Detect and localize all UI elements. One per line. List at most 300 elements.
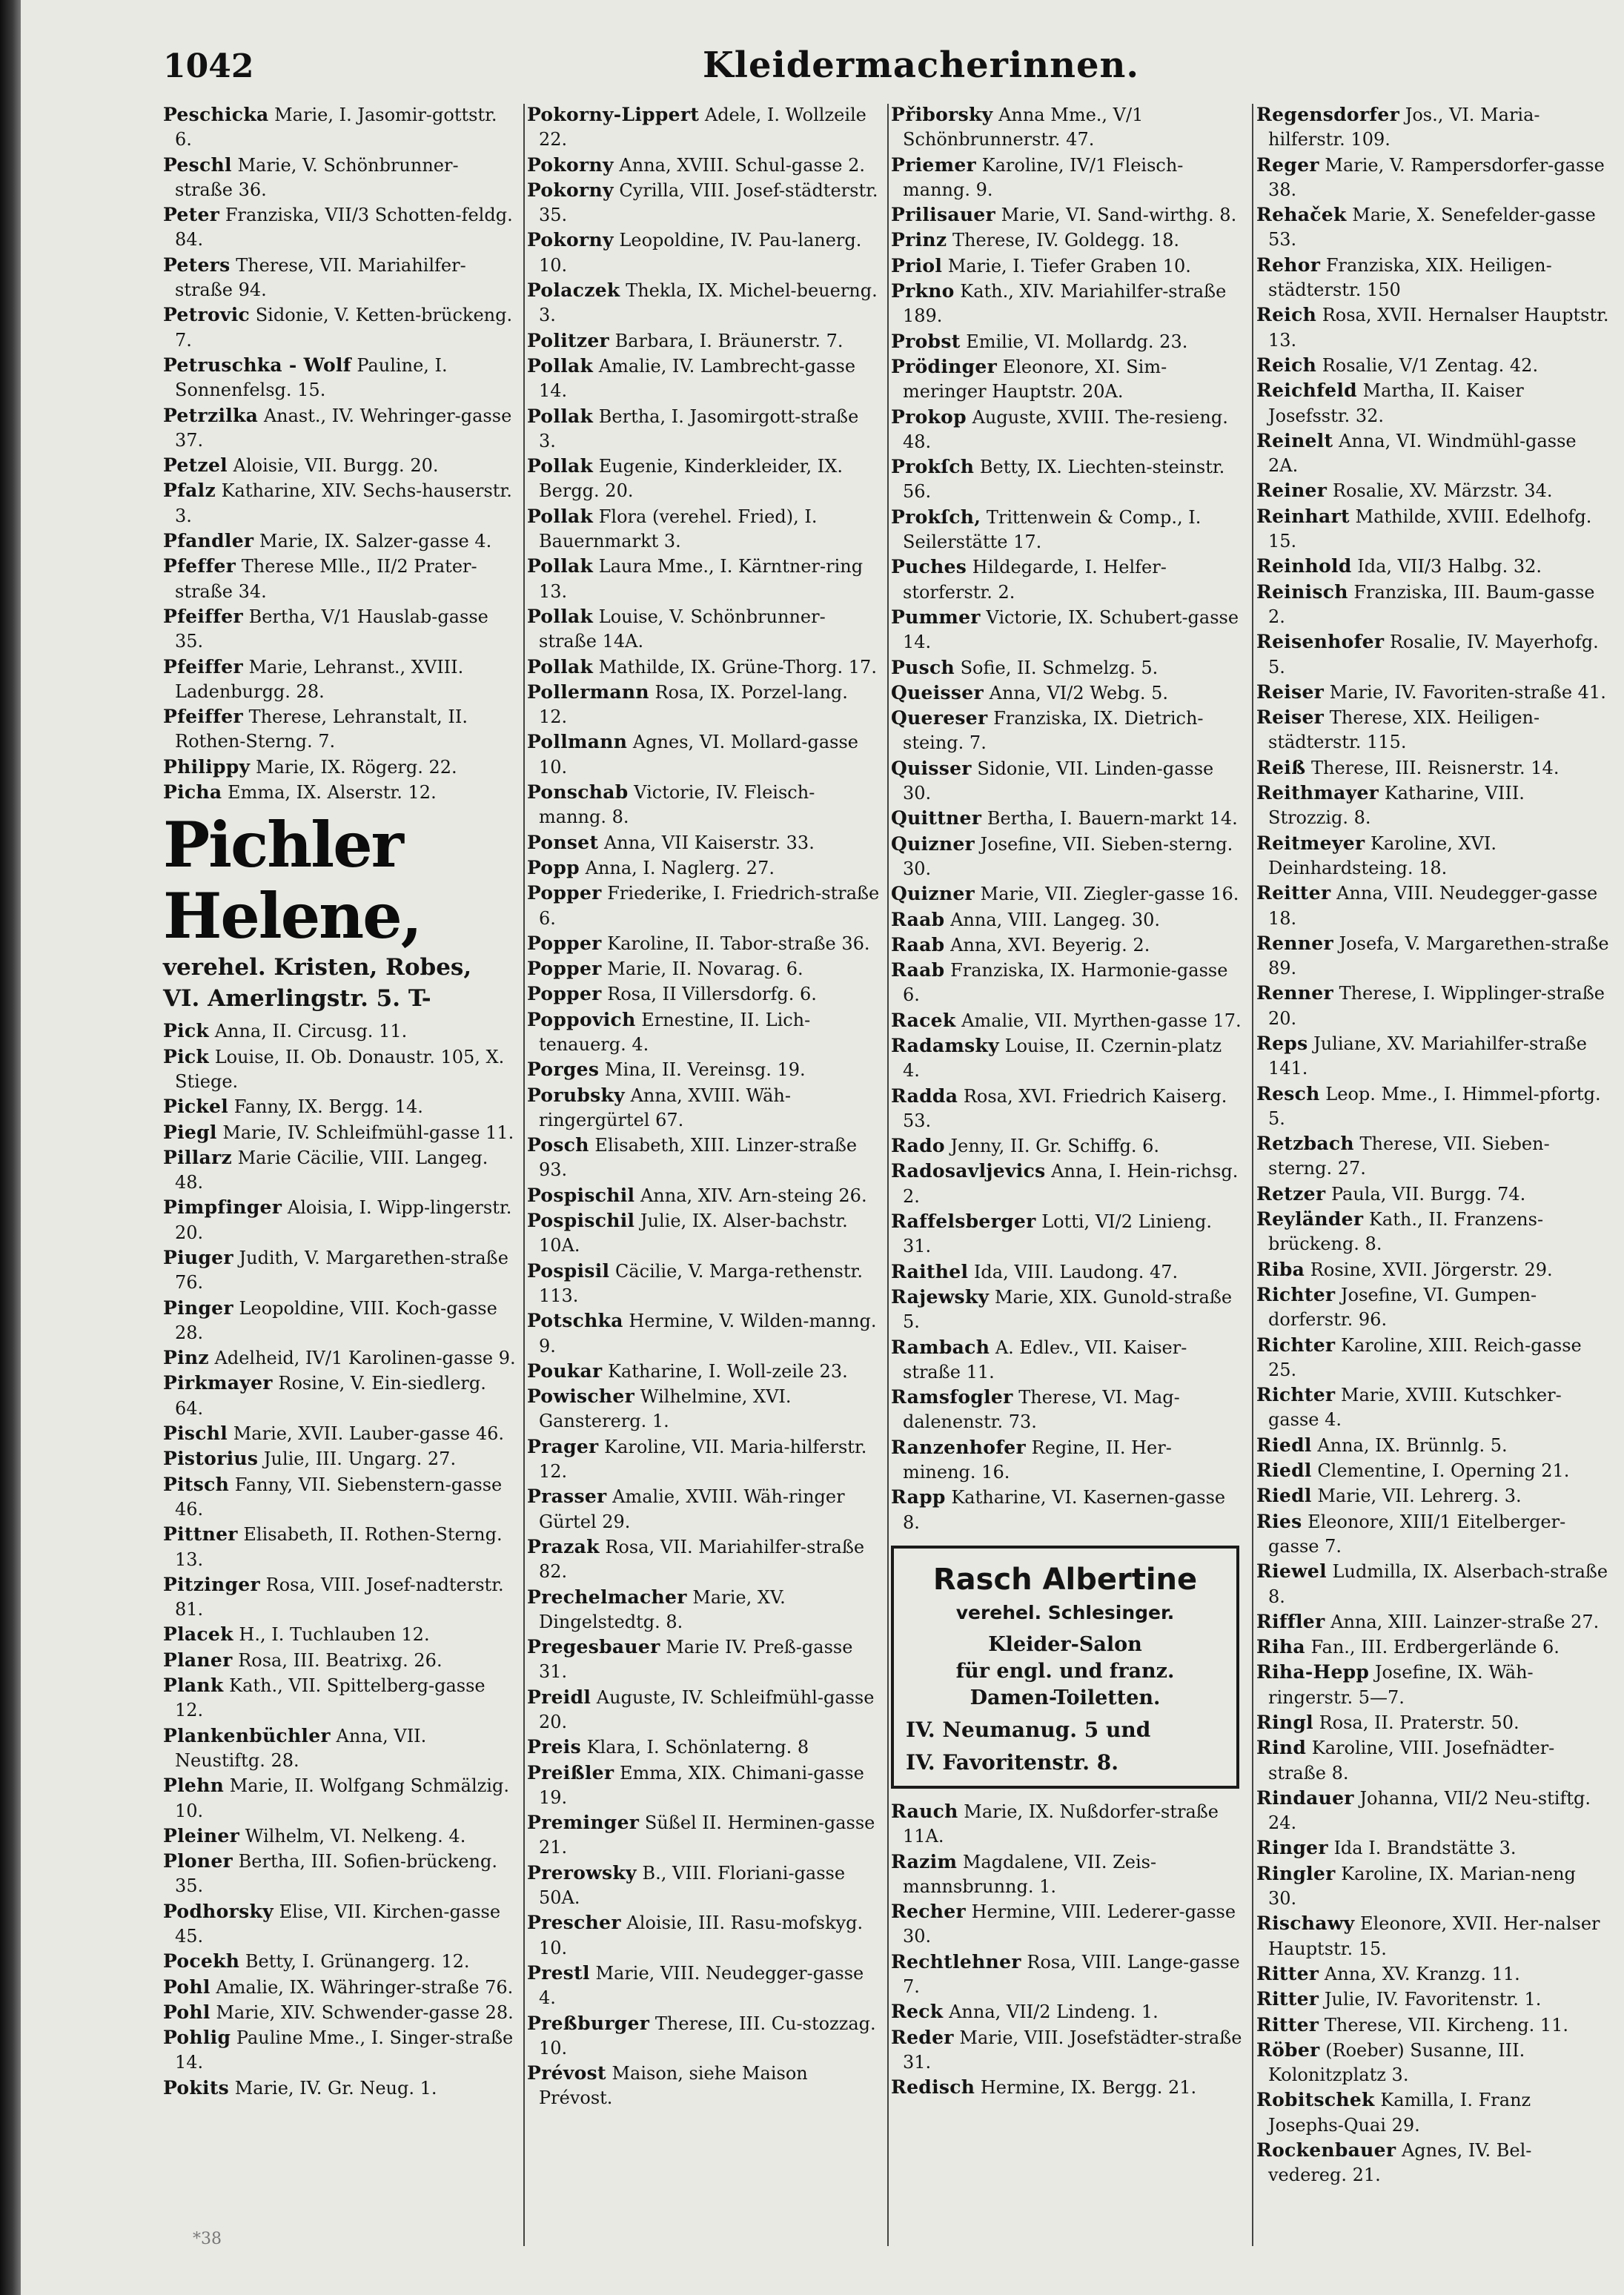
directory-entry (527, 454, 880, 504)
entry-details: Marie, VII. Lehrerg. 3. (1317, 1486, 1522, 1507)
entry-surname: Rapp (891, 1486, 946, 1509)
directory-entry (1256, 981, 1609, 1031)
entry-details: Marie, I. Tiefer Graben 10. (947, 255, 1191, 276)
entry-details: Karoline, VIII. Josefnädter-straße 8. (1268, 1738, 1555, 1784)
directory-entry (527, 1761, 880, 1811)
directory-entry (1256, 378, 1609, 428)
entry-details: Trittenwein & Comp., I. Seilerstätte 17. (903, 506, 1202, 553)
directory-entry (163, 1044, 516, 1095)
directory-entry (1256, 1131, 1609, 1182)
entry-surname: Raab (891, 933, 945, 956)
entry-surname: Quisser (891, 757, 972, 779)
entry-details: Anast., IV. Wehringer-gasse 37. (175, 405, 512, 451)
entry-surname: Plankenbüchler (163, 1724, 331, 1746)
entry-surname: Retzer (1256, 1182, 1326, 1205)
entry-details: Rosalie, IV. Mayerhofg. 5. (1268, 632, 1599, 678)
directory-entry (1256, 629, 1609, 680)
entry-surname: Pollak (527, 354, 594, 377)
directory-entry (1256, 881, 1609, 931)
entry-details: Katharine, VI. Kasernen-gasse 8. (903, 1487, 1226, 1533)
entry-details: Clementine, I. Operning 21. (1317, 1460, 1570, 1482)
entry-surname: Rado (891, 1135, 945, 1157)
entry-details: H., I. Tuchlauben 12. (239, 1624, 430, 1646)
entry-details: Marie, II. Wolfgang Schmälzig. 10. (175, 1775, 509, 1821)
directory-entry (1256, 353, 1609, 378)
directory-entry (891, 2075, 1244, 2100)
entry-details: Lotti, VI/2 Linieng. 31. (903, 1211, 1213, 1257)
entry-surname: Raab (891, 908, 945, 930)
directory-entry (163, 2000, 516, 2025)
entry-details: Anna, VII/2 Lindeng. 1. (949, 2001, 1159, 2023)
entry-surname: Pfeiffer (163, 655, 243, 678)
directory-entry (163, 1849, 516, 1899)
entry-details: Adele, I. Wollzeile 22. (539, 105, 866, 150)
entry-details: Aloisia, I. Wipp-lingerstr. 20. (175, 1197, 512, 1243)
entry-surname: Pollak (527, 655, 594, 678)
directory-entry (1256, 1333, 1609, 1383)
directory-entry (891, 1335, 1244, 1385)
entry-details: Jos., VI. Maria-hilferstr. 109. (1268, 105, 1540, 150)
directory-entry (527, 554, 880, 604)
entry-details: Therese, VII. Sieben-sterng. 27. (1268, 1133, 1550, 1179)
page-number: 1042 (163, 47, 254, 85)
entry-details: Franziska, XIX. Heiligen-städterstr. 150 (1268, 254, 1552, 301)
entry-details: Karoline, XIII. Reich-gasse 25. (1268, 1334, 1582, 1380)
entry-details: Friederike, I. Friedrich-straße 6. (539, 883, 880, 929)
entry-details: Therese, XIX. Heiligen-städterstr. 115. (1268, 707, 1540, 753)
entry-surname: Pillarz (163, 1146, 232, 1168)
entry-details: Anna, VII. Neustiftg. 28. (175, 1725, 427, 1771)
entry-surname: Peschicka (163, 104, 269, 125)
directory-entry (891, 1435, 1244, 1486)
entry-details: Elisabeth, XIII. Linzer-straße 93. (539, 1135, 858, 1181)
entry-surname: Rechtlehner (891, 1950, 1021, 1973)
entry-surname: Pistorius (163, 1448, 259, 1470)
entry-surname: Pollak (527, 555, 594, 577)
directory-entry (891, 1899, 1244, 1950)
entry-surname: Prasser (527, 1486, 607, 1508)
directory-entry (163, 1120, 516, 1145)
entry-details: Emilie, VI. Mollardg. 23. (966, 331, 1188, 352)
directory-entry (163, 780, 516, 805)
entry-surname: Radda (891, 1084, 958, 1107)
entry-details: Anna, XVIII. Wäh-ringergürtel 67. (539, 1084, 791, 1130)
entry-details: Therese, I. Wipplinger-straße 20. (1268, 983, 1605, 1029)
entry-details: Juliane, XV. Mariahilfer-straße 141. (1268, 1033, 1588, 1079)
entry-surname: Pospischil (527, 1210, 635, 1232)
column-2 (527, 102, 880, 2111)
entry-details: Mathilde, XVIII. Edelhofg. 15. (1268, 506, 1592, 552)
column-1 (163, 102, 516, 2101)
entry-surname: Röber (1256, 2039, 1320, 2061)
directory-entry (163, 1622, 516, 1647)
directory-entry (891, 254, 1244, 279)
entry-details: Pauline Mme., I. Singer-straße 14. (175, 2027, 514, 2073)
directory-entry (527, 931, 880, 956)
entry-surname: Pick (163, 1045, 210, 1067)
entry-details: Paula, VII. Burgg. 74. (1330, 1183, 1526, 1205)
entry-surname: Radosavljevics (891, 1160, 1046, 1182)
entry-surname: Raithel (891, 1260, 969, 1282)
directory-page (21, 0, 1624, 2295)
entry-surname: Renner (1256, 982, 1333, 1004)
directory-entry (891, 1133, 1244, 1159)
entry-surname: Raab (891, 959, 945, 981)
entry-surname: Popper (527, 882, 602, 904)
entry-details: Louise, V. Schönbrunner-straße 14A. (539, 606, 826, 652)
entry-surname: Pfeiffer (163, 706, 243, 728)
entry-details: Leop. Mme., I. Himmel-pfortg. 5. (1268, 1083, 1601, 1129)
entry-surname: Prilisauer (891, 204, 995, 226)
entry-details: Auguste, IV. Schleifmühl-gasse 20. (539, 1686, 875, 1732)
directory-entry (1256, 1382, 1609, 1433)
entry-surname: Philippy (163, 755, 251, 778)
entry-details: Josefine, IX. Wäh-ringerstr. 5—7. (1268, 1662, 1534, 1708)
directory-entry (527, 655, 880, 680)
entry-details: Marie, XVIII. Kutschker-gasse 4. (1268, 1385, 1562, 1431)
entry-surname: Reinhart (1256, 505, 1350, 527)
directory-entry (163, 1019, 516, 1044)
entry-surname: Porges (527, 1059, 600, 1081)
directory-entry (891, 354, 1244, 405)
entry-surname: Pohl (163, 2001, 211, 2023)
directory-entry (1256, 102, 1609, 153)
entry-surname: Reiser (1256, 706, 1325, 729)
entry-surname: Raffelsberger (891, 1211, 1036, 1233)
entry-surname: Ries (1256, 1510, 1302, 1532)
directory-entry (1256, 302, 1609, 353)
entry-surname: Placek (163, 1623, 233, 1646)
directory-entry (891, 1159, 1244, 1209)
directory-entry (527, 729, 880, 780)
running-head: Kleidermacherinnen. (703, 44, 1140, 86)
entry-details: Kamilla, I. Franz Josephs-Quai 29. (1268, 2090, 1531, 2136)
directory-entry (163, 253, 516, 303)
directory-entry (163, 755, 516, 780)
directory-entry (527, 830, 880, 855)
directory-entry (1256, 1710, 1609, 1735)
ad-line: IV. Neumanug. 5 und (906, 1717, 1151, 1742)
entry-details: Josefa, V. Margarethen-straße 89. (1268, 933, 1609, 979)
directory-entry (1256, 253, 1609, 303)
entry-details: Eleonore, XI. Sim-meringer Hauptstr. 20A. (903, 356, 1167, 403)
entry-surname: Queisser (891, 681, 984, 703)
entry-surname: Ringer (1256, 1837, 1328, 1859)
entry-surname: Popper (527, 932, 602, 954)
entry-surname: Pick (163, 1020, 210, 1042)
entry-details: Anna Mme., V/1 Schönbrunnerstr. 47. (903, 105, 1144, 150)
directory-entry (163, 353, 516, 403)
entry-surname: Prestl (527, 1961, 590, 1984)
entry-details: Marie, IV. Schleifmühl-gasse 11. (222, 1122, 514, 1143)
column-rule (887, 104, 889, 2246)
directory-entry (527, 1910, 880, 1961)
entry-surname: Prokſch, (891, 506, 981, 528)
entry-details: Cyrilla, VIII. Josef-städterstr. 35. (539, 179, 878, 226)
directory-entry (891, 655, 1244, 680)
entry-details: Eugenie, Kinderkleider, IX. Bergg. 20. (539, 456, 843, 502)
entry-surname: Riedl (1256, 1460, 1312, 1482)
entry-details: Anna, IX. Brünnlg. 5. (1317, 1434, 1508, 1456)
ad-line: Kleider-Salon (988, 1632, 1142, 1656)
entry-surname: Resch (1256, 1082, 1320, 1105)
directory-entry (1256, 2087, 1609, 2138)
entry-details: Betty, I. Grünangerg. 12. (245, 1951, 470, 1973)
entry-details: Karoline, II. Tabor-straße 36. (607, 933, 870, 954)
directory-entry (1256, 153, 1609, 203)
entry-details: Rosa, II. Praterstr. 50. (1319, 1712, 1519, 1733)
entry-details: Rosine, V. Ein-siedlerg. 64. (175, 1373, 486, 1419)
directory-entry (1256, 1483, 1609, 1509)
entry-details: Marie Cäcilie, VIII. Langeg. 48. (175, 1147, 488, 1193)
entry-surname: Prinz (891, 229, 947, 251)
entry-details: Josefine, VI. Gumpen-dorferstr. 96. (1268, 1284, 1537, 1331)
entry-surname: Quizner (891, 883, 975, 905)
entry-details: Franziska, IX. Harmonie-gasse 6. (903, 960, 1228, 1006)
entry-surname: Richter (1256, 1283, 1336, 1305)
entry-surname: Reder (891, 2026, 954, 2048)
directory-entry (163, 1472, 516, 1523)
entry-details: Magdalene, VII. Zeis-mannsbrunng. 1. (903, 1851, 1157, 1897)
directory-entry (163, 1296, 516, 1346)
entry-details: Therese, VI. Mag-dalenenstr. 73. (903, 1387, 1180, 1433)
entry-surname: Ramsfogler (891, 1386, 1013, 1408)
directory-entry (891, 756, 1244, 807)
entry-surname: Petrzilka (163, 404, 259, 426)
directory-entry (163, 153, 516, 203)
entry-details: Anna, XVI. Beyerig. 2. (950, 934, 1150, 956)
entry-surname: Riha (1256, 1636, 1305, 1658)
entry-details: Marie, I. Jasomir-gottstr. 6. (175, 105, 497, 150)
directory-entry (891, 102, 1244, 153)
entry-details: Regine, II. Her-mineng. 16. (903, 1437, 1172, 1483)
entry-surname: Reichfeld (1256, 380, 1357, 402)
entry-surname: Pickel (163, 1096, 229, 1118)
entry-surname: Pischl (163, 1423, 228, 1445)
entry-details: Amalie, XVIII. Wäh-ringer Gürtel 29. (539, 1486, 845, 1532)
entry-details: Elisabeth, II. Rothen-Sterng. 13. (175, 1524, 503, 1570)
entry-surname: Priol (891, 254, 943, 276)
entry-surname: Poukar (527, 1360, 603, 1382)
entry-surname: Pitsch (163, 1473, 230, 1495)
directory-entry (1256, 478, 1609, 503)
directory-entry (1256, 2138, 1609, 2188)
directory-entry (163, 1195, 516, 1245)
entry-details: Flora (verehel. Fried), I. Bauernmarkt 3. (539, 506, 818, 552)
directory-entry (163, 1522, 516, 1572)
entry-details: Wilhelmine, XVI. Ganstererg. 1. (539, 1386, 792, 1432)
entry-surname: Pollak (527, 605, 594, 627)
entry-details: Amalie, VII. Myrthen-gasse 17. (961, 1010, 1242, 1031)
entry-details: Victorie, IV. Fleisch-manng. 8. (539, 782, 815, 828)
entry-details: Aloisie, III. Rasu-mofskyg. 10. (539, 1912, 864, 1958)
entry-details: Therese, III. Cu-stozzag. 10. (539, 2013, 876, 2059)
entry-surname: Pregesbauer (527, 1636, 660, 1658)
entry-details: Klara, I. Schönlaterng. 8 (586, 1737, 809, 1758)
entry-surname: Preis (527, 1736, 581, 1758)
directory-entry (527, 153, 880, 178)
directory-entry (1256, 1207, 1609, 1257)
directory-entry (1256, 705, 1609, 755)
directory-entry (527, 1183, 880, 1208)
entry-surname: Prokop (891, 405, 967, 428)
directory-entry (1256, 1257, 1609, 1282)
entry-details: Bertha, V/1 Hauslab-gasse 35. (175, 606, 488, 652)
entry-surname: Preißler (527, 1761, 614, 1784)
entry-details: Maison, siehe Maison Prévost. (539, 2063, 808, 2109)
directory-entry (891, 881, 1244, 907)
entry-surname: Prager (527, 1435, 599, 1457)
directory-entry (891, 505, 1244, 555)
entry-surname: Rajewsky (891, 1285, 990, 1308)
directory-entry (891, 958, 1244, 1008)
ad-name: Pichler Helene, (163, 808, 421, 953)
entry-details: Hermine, IX. Bergg. 21. (980, 2077, 1197, 2099)
entry-surname: Riba (1256, 1258, 1305, 1280)
entry-details: Therese, IV. Goldegg. 18. (952, 230, 1179, 251)
entry-details: Anna, VI. Windmühl-gasse 2A. (1268, 430, 1577, 477)
entry-surname: Riffler (1256, 1610, 1325, 1632)
directory-entry (1256, 580, 1609, 630)
directory-entry (163, 1899, 516, 1950)
directory-entry (891, 405, 1244, 455)
entry-details: Bertha, I. Jasomirgott-straße 3. (539, 405, 859, 451)
entry-surname: Razim (891, 1850, 958, 1872)
entry-details: Wilhelm, VI. Nelkeng. 4. (245, 1825, 466, 1847)
entry-surname: Pitzinger (163, 1573, 260, 1595)
directory-entry (527, 680, 880, 730)
entry-surname: Rischawy (1256, 1912, 1355, 1935)
entry-details: A. Edlev., VII. Kaiser-straße 11. (903, 1337, 1187, 1382)
directory-entry (163, 453, 516, 478)
entry-details: Hildegarde, I. Helfer-storferstr. 2. (903, 557, 1167, 603)
directory-entry (891, 1259, 1244, 1285)
entry-surname: Rehaček (1256, 204, 1347, 226)
directory-entry (163, 1572, 516, 1623)
entry-details: Marie, VII. Ziegler-gasse 16. (980, 884, 1239, 905)
entry-surname: Prödinger (891, 355, 998, 377)
entry-surname: Ritter (1256, 2013, 1319, 2036)
entry-surname: Pittner (163, 1523, 238, 1546)
entry-surname: Quizner (891, 832, 975, 855)
entry-surname: Puches (891, 556, 967, 578)
entry-surname: Planer (163, 1649, 233, 1671)
directory-entry (163, 1145, 516, 1196)
entry-details: Karoline, IX. Marian-neng 30. (1268, 1863, 1576, 1910)
entry-details: Marie, IX. Nußdorfer-straße 11A. (903, 1801, 1219, 1847)
entry-details: Marie, XIV. Schwender-gasse 28. (216, 2001, 514, 2023)
entry-surname: Rambach (891, 1336, 990, 1358)
entry-surname: Poppovich (527, 1008, 636, 1030)
entry-details: Martha, II. Kaiser Josefsstr. 32. (1268, 380, 1524, 426)
entry-surname: Richter (1256, 1334, 1336, 1356)
entry-surname: Peter (163, 204, 220, 226)
entry-details: Cäcilie, V. Marga-rethenstr. 113. (539, 1260, 863, 1306)
entry-details: Marie, VIII. Neudegger-gasse 4. (539, 1962, 864, 2009)
entry-surname: Popper (527, 958, 602, 980)
directory-entry (1256, 554, 1609, 579)
book-binding (0, 0, 21, 2295)
entry-surname: Riedl (1256, 1485, 1312, 1507)
directory-entry (1256, 1735, 1609, 1786)
entry-details: Rosalie, XV. Märzstr. 34. (1332, 480, 1553, 502)
entry-surname: Rind (1256, 1737, 1307, 1759)
entry-surname: Quereser (891, 707, 988, 729)
directory-entry (527, 354, 880, 404)
directory-entry (527, 1359, 880, 1384)
directory-entry (163, 604, 516, 655)
entry-surname: Radamsky (891, 1034, 1000, 1056)
entry-details: Sofie, II. Schmelzg. 5. (960, 657, 1159, 678)
directory-entry (1256, 1835, 1609, 1861)
directory-entry (891, 806, 1244, 831)
ad-line: Damen-Toiletten. (970, 1686, 1161, 1709)
entry-details: Rosa, III. Beatrixg. 26. (238, 1649, 443, 1671)
entry-surname: Podhorsky (163, 1900, 274, 1922)
entry-surname: Retzbach (1256, 1133, 1354, 1155)
directory-entry (1256, 2013, 1609, 2038)
entry-details: Rosine, XVII. Jörgerstr. 29. (1310, 1259, 1553, 1280)
directory-entry (527, 1685, 880, 1735)
directory-entry (527, 1434, 880, 1485)
entry-surname: Ponschab (527, 781, 629, 804)
directory-entry (1256, 1660, 1609, 1710)
entry-surname: Reithmayer (1256, 782, 1379, 804)
entry-details: Anna, I. Hein-richsg. 2. (903, 1161, 1239, 1207)
directory-entry (527, 1007, 880, 1058)
entry-surname: Quittner (891, 807, 982, 829)
directory-entry (891, 1285, 1244, 1335)
directory-entry (891, 605, 1244, 655)
entry-details: Barbara, I. Bräunerstr. 7. (614, 330, 844, 351)
entry-details: Karoline, XVI. Deinhardsteing. 18. (1268, 832, 1497, 878)
entry-surname: Pokorny-Lippert (527, 104, 700, 125)
directory-entry (891, 153, 1244, 203)
directory-entry (1256, 428, 1609, 479)
entry-details: Süßel II. Herminen-gasse 21. (539, 1812, 875, 1858)
entry-surname: Ponset (527, 831, 599, 853)
directory-entry (163, 529, 516, 554)
directory-entry (163, 102, 516, 153)
directory-entry (1256, 1911, 1609, 1961)
entry-details: Anna, VIII. Langeg. 30. (950, 909, 1160, 930)
directory-entry (163, 1446, 516, 1471)
directory-entry (891, 907, 1244, 933)
directory-entry (527, 504, 880, 554)
entry-details: Katharine, I. Woll-zeile 23. (608, 1360, 848, 1382)
entry-surname: Reitter (1256, 882, 1331, 904)
directory-entry (891, 1950, 1244, 2000)
entry-surname: Potschka (527, 1310, 623, 1332)
directory-entry (891, 228, 1244, 253)
directory-entry (1256, 1559, 1609, 1609)
entry-details: Anna, VI/2 Webg. 5. (989, 682, 1169, 703)
entry-surname: Polaczek (527, 279, 620, 302)
entry-surname: Priemer (891, 153, 977, 176)
entry-details: Amalie, IX. Währinger-straße 76. (216, 1976, 514, 1998)
entry-surname: Prkno (891, 280, 955, 302)
directory-entry (527, 228, 880, 278)
ad-line: VI. Amerlingstr. 5. T- (163, 985, 431, 1013)
directory-entry (527, 956, 880, 981)
directory-entry (163, 1673, 516, 1723)
entry-details: Ida I. Brandstätte 3. (1333, 1838, 1517, 1859)
entry-surname: Recher (891, 1901, 966, 1923)
directory-entry (527, 881, 880, 931)
entry-details: Bertha, I. Bauern-markt 14. (987, 808, 1238, 829)
entry-details: Kath., II. Franzens-brückeng. 8. (1268, 1209, 1544, 1255)
entry-surname: Piuger (163, 1246, 233, 1268)
